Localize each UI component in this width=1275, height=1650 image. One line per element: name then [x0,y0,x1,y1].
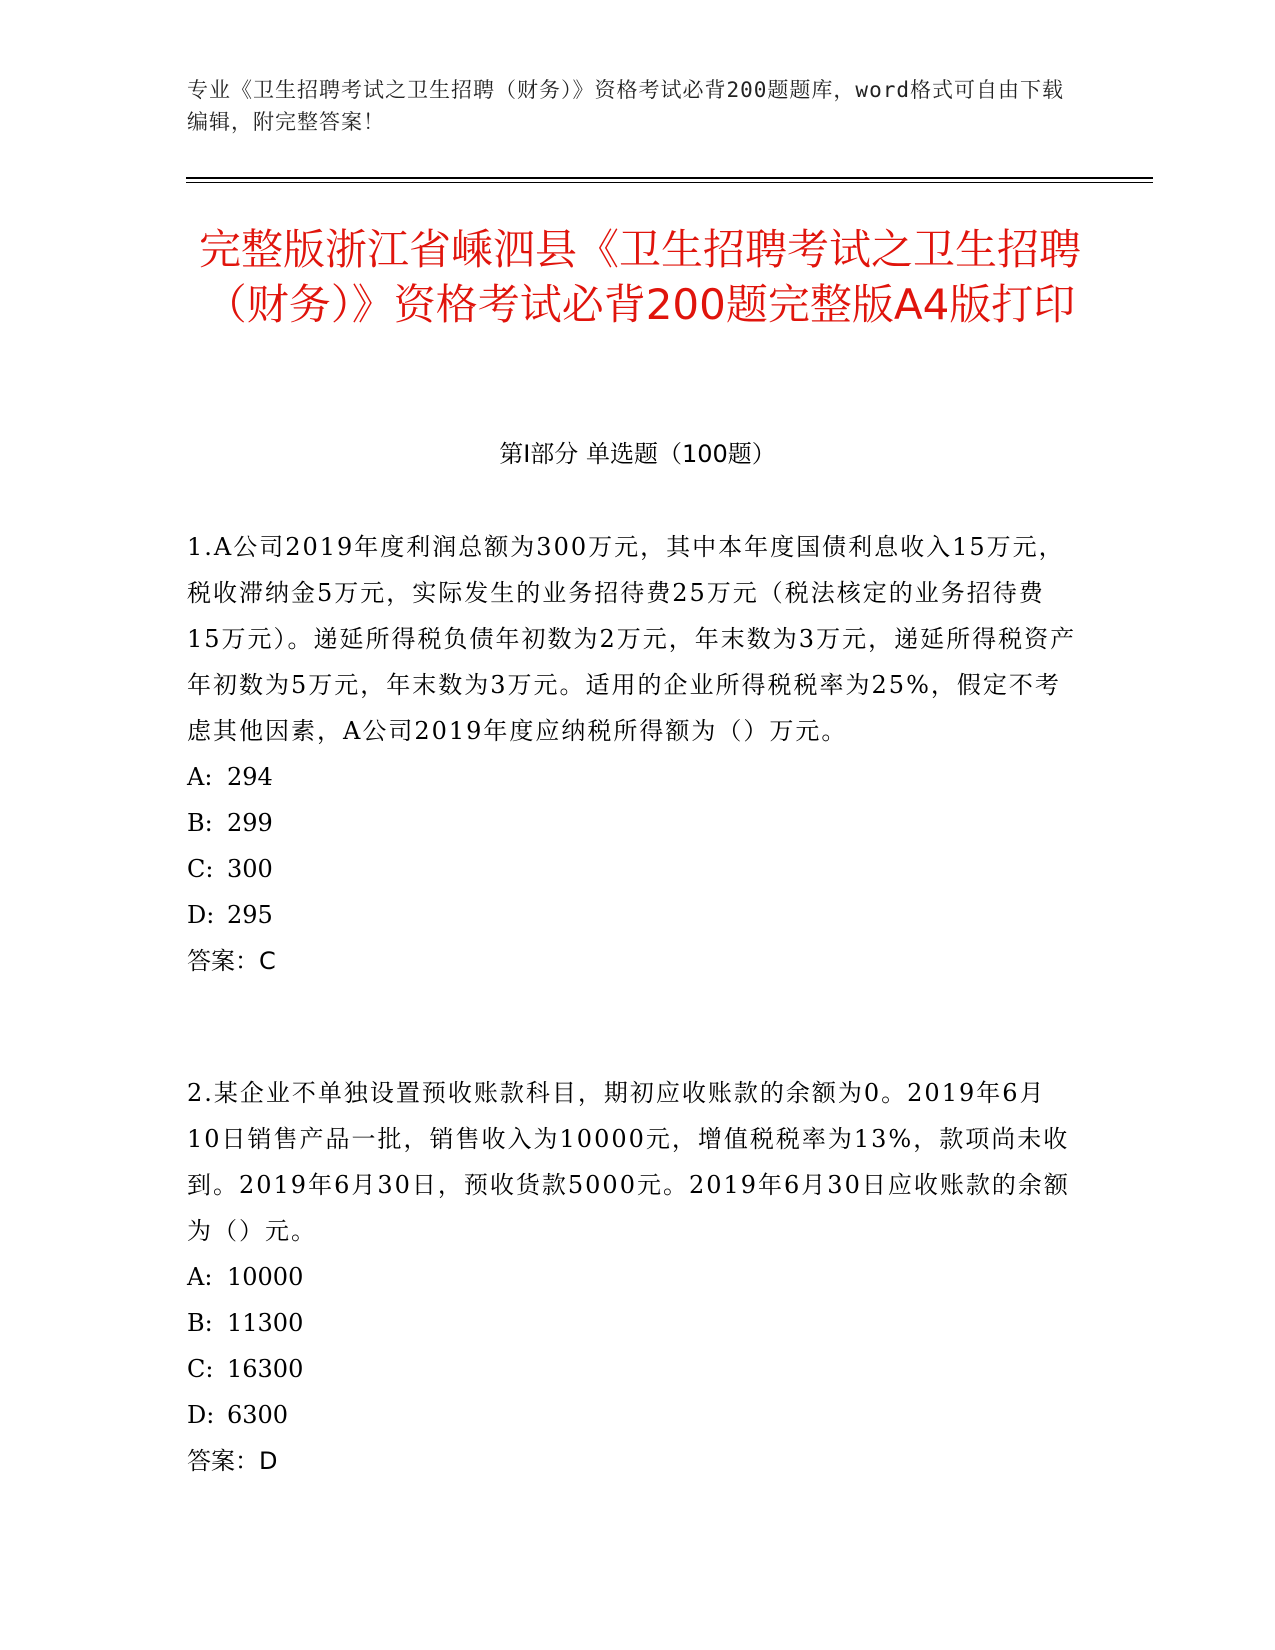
option-text: 16300 [227,1355,304,1383]
option-text: 299 [227,809,273,837]
option-d [187,1392,1077,1438]
option-letter: B: [187,809,213,837]
option-text: 11300 [227,1309,304,1337]
option-a [187,1254,1077,1300]
option-text: 6300 [227,1401,289,1429]
question-stem: 1.A公司2019年度利润总额为300万元，其中本年度国债利息收入15万元，税收滞纳金5万元，实际发生的业务招待费25万元（税法核定的业务招待费15万元）。递延所得税负债年初数为2万元，年末数为3万元，递延所得税资产年初数为5万元，年末数为3万元。适用的企业所得税税率为25%，假定不考虑其他因素，A公司2019年度应纳税所得额为（）万元。 [187,533,1077,745]
option-text: 300 [227,855,273,883]
option-b [187,800,1077,846]
option-c [187,1346,1077,1392]
header-rule-thick [186,177,1153,179]
option-d [187,892,1077,938]
answer-line: 答案：C [187,947,276,975]
option-c [187,846,1077,892]
option-a [187,754,1077,800]
option-letter: A: [187,1263,213,1291]
option-letter: A: [187,763,213,791]
question-stem: 2.某企业不单独设置预收账款科目，期初应收账款的余额为0。2019年6月10日销售产品一批，销售收入为10000元，增值税税率为13%，款项尚未收到。2019年6月30日，预收货款5000元。2019年6月30日应收账款的余额为（）元。 [187,1079,1070,1245]
option-letter: D: [187,901,215,929]
option-text: 10000 [227,1263,304,1291]
option-letter: C: [187,855,214,883]
option-letter: C: [187,1355,214,1383]
question-1 [187,524,1077,984]
document-title: 完整版浙江省嵊泗县《卫生招聘考试之卫生招聘（财务）》资格考试必背200题完整版A4版打印 [198,225,1081,329]
option-text: 295 [227,901,273,929]
option-letter: D: [187,1401,215,1429]
header-rule-thin [186,182,1153,183]
section-title: 第I部分 单选题（100题） [499,440,776,468]
answer-line: 答案：D [187,1447,278,1475]
header-note: 专业《卫生招聘考试之卫生招聘（财务）》资格考试必背200题题库，word格式可自由下载编辑，附完整答案！ [187,78,1064,134]
option-text: 294 [227,763,273,791]
option-letter: B: [187,1309,213,1337]
option-b [187,1300,1077,1346]
question-2 [187,1070,1077,1484]
